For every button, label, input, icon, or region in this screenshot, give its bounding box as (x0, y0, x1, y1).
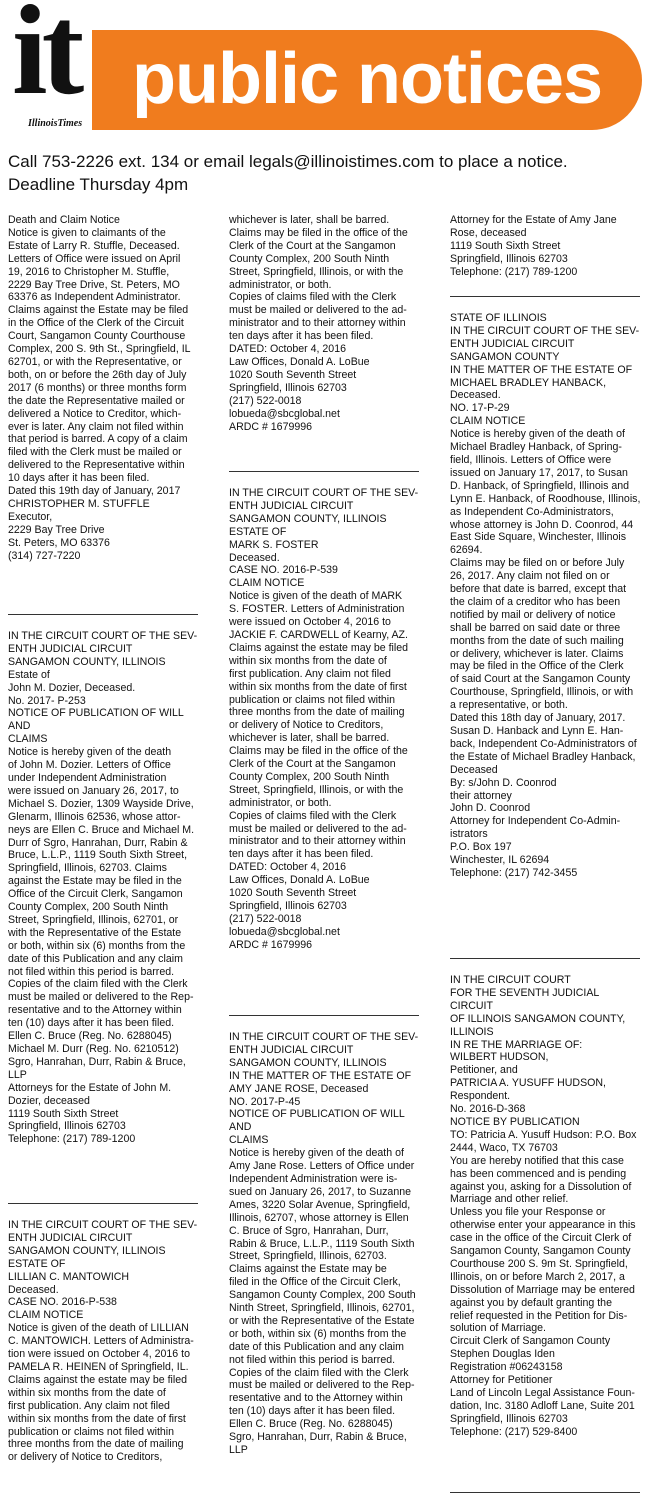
header (0, 0, 649, 140)
divider (450, 1492, 640, 1493)
divider (229, 1015, 419, 1016)
notice-stuffle-estate: Death and Claim Notice Notice is given to claimants of the Estate of Larry R. Stuffle, Deceased. Letters of Office were issued on April 19, 2016 to Christopher M. Stuffle, 2229 Bay Tree Drive, St. Peters, MO 63376 as Independent Administrator. Claims against the Estate may be filed in the Office of the Clerk of the Circuit Court, Sangamon County Courthouse Complex, 200 S. 9th St., Springfield, IL 62701, or with the Representative, or both, on or before the 26th day of July 2017 (6 months) or three months form the date the Representative mailed or delivered a Notice to Creditor, which- ever is later. Any claim not filed within that period is barred. A copy of a claim filed with the Clerk must be mailed or delivered to the Representative within 10 days after it has been filed. Dated this 19th day of January, 2017 CHRISTOPHER M. STUFFLE Executor, 2229 Bay Tree Drive St. Peters, MO 63376 (314) 727-7220 (8, 214, 191, 562)
divider (229, 471, 419, 472)
divider (8, 614, 198, 615)
notice-column-2c (229, 1031, 422, 1457)
notice-hudson-marriage: IN THE CIRCUIT COURT FOR THE SEVENTH JUDICIAL CIRCUIT OF ILLINOIS SANGAMON COUNTY, ILLINOIS IN RE THE MARRIAGE OF: WILBERT HUDSON, Petitioner, and PATRICIA A. YUSUFF HUDSON, Respondent. No. 2016-D-368 NOTICE BY PUBLICATION TO: Patricia A. Yusuff Hudson: P.O. Box 2444, Waco, TX 76703 You are hereby notified that this case has been commenced and is pending against you, asking for a Dissolution of Marriage and other relief. Unless you file your Response or otherwise enter your appearance in this case in the office of the Circuit Clerk of Sangamon County, Sangamon County Courthouse 200 S. 9m St. Springfield, Illinois, on or before March 2, 2017, a Dissolution of Marriage may be entered against you by default granting the relief requested in the Petition for Dis- solution of Marriage. Circuit Clerk of Sangamon County Stephen Douglas Iden Registration #06243158 Attorney for Petitioner Land of Lincoln Legal Assistance Foun- dation, Inc. 3180 Adloff Lane, Suite 201 Springfield, Illinois 62703 Telephone: (217) 529-8400 (450, 974, 637, 1438)
notice-mantowich-estate: IN THE CIRCUIT COURT OF THE SEV- ENTH JUDICIAL CIRCUIT SANGAMON COUNTY, ILLINOIS ESTATE OF LILLIAN C. MANTOWICH Deceased. CASE NO. 2016-P-538 CLAIM NOTICE Notice is given of the death of LILLIAN C. MANTOWICH. Letters of Administra- tion were issued on October 4, 2016 to PAMELA R. HEINEN of Springfield, IL. Claims against the estate may be filed within six months from the date of first publication. Any claim not filed within six months from the date of first publication or claims not filed within three months from the date of mailing or delivery of Notice to Creditors, (8, 1219, 198, 1464)
logo-name: IllinoisTimes (28, 118, 83, 129)
notice-column-1 (8, 214, 201, 562)
notice-column-1b (8, 630, 201, 1146)
deadline-line: Deadline Thursday 4pm (8, 175, 189, 194)
notice-rose-continued: Attorney for the Estate of Amy Jane Rose, deceased 1119 South Sixth Street Springfield, Illinois 62703 Telephone: (217) 789-1200 (450, 214, 617, 278)
notice-column-2b (229, 487, 422, 952)
contact-info (8, 150, 643, 196)
notice-column-2 (229, 214, 422, 433)
divider (450, 958, 640, 959)
contact-line: Call 753-2226 ext. 134 or email legals@illinoistimes.com to place a notice. (8, 152, 568, 171)
notice-foster-estate: IN THE CIRCUIT COURT OF THE SEV- ENTH JUDICIAL CIRCUIT SANGAMON COUNTY, ILLINOIS ESTATE OF MARK S. FOSTER Deceased. CASE NO. 2016-P-539 CLAIM NOTICE Notice is given of the death of MARK S. FOSTER. Letters of Administration were issued on October 4, 2016 to JACKIE F. CARDWELL of Kearny, AZ. Claims against the estate may be filed within six months from the date of first publication. Any claim not filed within six months from the date of first publication or claims not filed within three months from the date of mailing or delivery of Notice to Creditors, whichever is later, shall be barred. Claims may be filed in the office of the Clerk of the Court at the Sangamon County Complex, 200 South Ninth Street, Springfield, Illinois, or with the administrator, or both. Copies of claims filed with the Clerk must be mailed or delivered to the ad- ministrator and to their attorney within ten days after it has been filed. DATED: October 4, 2016 Law Offices, Donald A. LoBue 1020 South Seventh Street Springfield, Illinois 62703 (217) 522-0018 lobueda@sbcglobal.net ARDC # 1679996 (229, 487, 419, 951)
notice-column-1c (8, 1219, 201, 1464)
page-title: public notices (132, 39, 603, 119)
notice-column-3 (450, 214, 643, 279)
notice-column-3c (450, 974, 643, 1439)
notice-mantowich-continued: whichever is later, shall be barred. Claims may be filed in the office of the Clerk of the Court at the Sangamon County Complex, 200 South Ninth Street, Springfield, Illinois, or with the administrator, or both. Copies of claims filed with the Clerk must be mailed or delivered to the ad- ministrator and to their attorney within ten days after it has been filed. DATED: October 4, 2016 Law Offices, Donald A. LoBue 1020 South Seventh Street Springfield, Illinois 62703 (217) 522-0018 lobueda@sbcglobal.net ARDC # 1679996 (229, 214, 408, 433)
divider (450, 296, 640, 297)
title-banner (92, 30, 642, 130)
notice-hanback-estate: STATE OF ILLINOIS IN THE CIRCUIT COURT OF THE SEV- ENTH JUDICIAL CIRCUIT SANGAMON COUNTY IN THE MATTER OF THE ESTATE OF MICHAEL BRADLEY HANBACK, Deceased. NO. 17-P-29 CLAIM NOTICE Notice is hereby given of the death of Michael Bradley Hanback, of Spring- field, Illinois. Letters of Office were issued on January 17, 2017, to Susan D. Hanback, of Springfield, Illinois and Lynn E. Hanback, of Roodhouse, Illinois, as Independent Co-Administrators, whose attorney is John D. Coonrod, 44 East Side Square, Winchester, Illinois 62694. Claims may be filed on or before July 26, 2017. Any claim not filed on or before that date is barred, except that the claim of a creditor who has been notified by mail or delivery of notice shall be barred on said date or three months from the date of such mailing or delivery, whichever is later. Claims may be filed in the Office of the Clerk of said Court at the Sangamon County Courthouse, Springfield, Illinois, or with a representative, or both. Dated this 18th day of January, 2017. Susan D. Hanback and Lynn E. Han- back, Independent Co-Administrators of the Estate of Michael Bradley Hanback, Deceased By: s/John D. Coonrod their attorney John D. Coonrod Attorney for Independent Co-Admin- istrators P.O. Box 197 Winchester, IL 62694 Telephone: (217) 742-3455 (450, 312, 641, 879)
notice-dozier-estate: IN THE CIRCUIT COURT OF THE SEV- ENTH JUDICIAL CIRCUIT SANGAMON COUNTY, ILLINOIS Estate of John M. Dozier, Deceased. No. 2017- P-253 NOTICE OF PUBLICATION OF WILL AND CLAIMS Notice is hereby given of the death of John M. Dozier. Letters of Office under Independent Administration were issued on January 26, 2017, to Michael S. Dozier, 1309 Wayside Drive, Glenarm, Illinois 62536, whose attor- neys are Ellen C. Bruce and Michael M. Durr of Sgro, Hanrahan, Durr, Rabin & Bruce, L.L.P., 1119 South Sixth Street, Springfield, Illinois, 62703. Claims against the Estate may be filed in the Office of the Circuit Clerk, Sangamon County Complex, 200 South Ninth Street, Springfield, Illinois, 62701, or with the Representative of the Estate or both, within six (6) months from the date of this Publication and any claim not filed within this period is barred. Copies of the claim filed with the Clerk must be mailed or delivered to the Rep- resentative and to the Attorney within ten (10) days after it has been filed. Ellen C. Bruce (Reg. No. 6288045) Michael M. Durr (Reg. No. 6210512) Sgro, Hanrahan, Durr, Rabin & Bruce, LLP Attorneys for the Estate of John M. Dozier, deceased 1119 South Sixth Street Springfield, Illinois 62703 Telephone: (217) 789-1200 (8, 630, 198, 1146)
notice-rose-estate: IN THE CIRCUIT COURT OF THE SEV- ENTH JUDICIAL CIRCUIT SANGAMON COUNTY, ILLINOIS IN THE MATTER OF THE ESTATE OF AMY JANE ROSE, Deceased NO. 2017-P-45 NOTICE OF PUBLICATION OF WILL AND CLAIMS Notice is hereby given of the death of Amy Jane Rose. Letters of Office under Independent Administration were is- sued on January 26, 2017, to Suzanne Ames, 3220 Solar Avenue, Springfield, Illinois, 62707, whose attorney is Ellen C. Bruce of Sgro, Hanrahan, Durr, Rabin & Bruce, L.L.P., 1119 South Sixth Street, Springfield, Illinois, 62703. Claims against the Estate may be filed in the Office of the Circuit Clerk, Sangamon County Complex, 200 South Ninth Street, Springfield, Illinois, 62701, or with the Representative of the Estate or both, within six (6) months from the date of this Publication and any claim not filed within this period is barred. Copies of the claim filed with the Clerk must be mailed or delivered to the Rep- resentative and to the Attorney within ten (10) days after it has been filed. Ellen C. Bruce (Reg. No. 6288045) Sgro, Hanrahan, Durr, Rabin & Bruce, LLP (229, 1031, 419, 1456)
logo-letters: it (12, 0, 79, 121)
notice-column-3b (450, 312, 643, 880)
divider (8, 1203, 198, 1204)
